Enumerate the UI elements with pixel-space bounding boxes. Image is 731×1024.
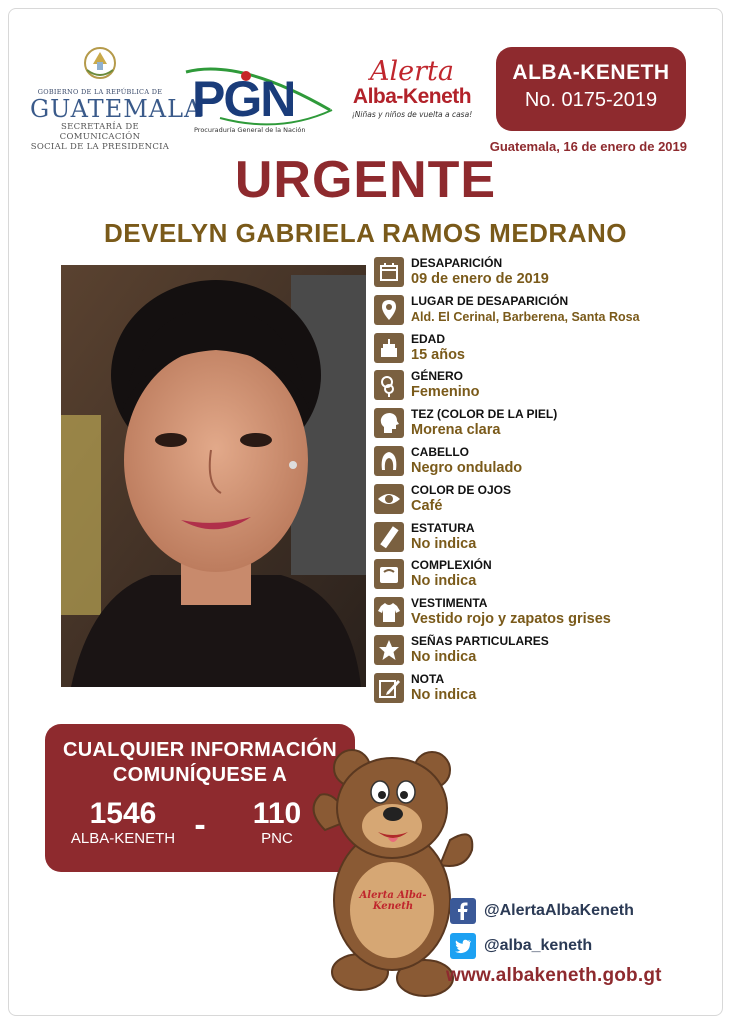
detail-row-vestimenta: [374, 595, 704, 633]
urgent-heading: URGENTE: [234, 151, 497, 209]
detail-row-desaparicion: [374, 255, 704, 293]
detail-label: EDAD: [411, 331, 446, 346]
detail-label: COLOR DE OJOS: [411, 482, 512, 497]
detail-row-estatura: [374, 520, 704, 558]
note-pencil-icon: [374, 673, 404, 703]
gender-icon: [374, 370, 404, 400]
detail-value: Morena clara: [411, 422, 501, 439]
details-list: [374, 255, 704, 709]
alerta-brand: Alba-Keneth: [352, 85, 472, 108]
alerta-alba-keneth-logo: [342, 58, 482, 119]
detail-value: Ald. El Cerinal, Barberena, Santa Rosa: [411, 309, 640, 324]
gt-name: GUATEMALA: [30, 95, 203, 123]
gt-sub-line-1: SECRETARÍA DE COMUNICACIÓN: [59, 122, 141, 142]
missing-person-name: DEVELYN GABRIELA RAMOS MEDRANO: [103, 218, 627, 248]
detail-value: No indica: [411, 686, 477, 703]
phone-label-pnc: PNC: [261, 830, 293, 847]
detail-label: GÉNERO: [411, 369, 464, 384]
guatemala-seal-icon: [79, 44, 121, 82]
detail-row-edad: [374, 331, 704, 369]
detail-row-cabello: [374, 444, 704, 482]
detail-label: CABELLO: [411, 444, 469, 459]
issue-date: Guatemala, 16 de enero de 2019: [489, 139, 687, 154]
location-pin-icon: [374, 295, 404, 325]
detail-value: No indica: [411, 573, 477, 590]
detail-row-genero: [374, 368, 704, 406]
gt-small-text: GOBIERNO DE LA REPÚBLICA DE: [37, 88, 163, 96]
detail-row-senas: [374, 633, 704, 671]
detail-label: LUGAR DE DESAPARICIÓN: [411, 293, 569, 308]
shirt-icon: [374, 597, 404, 627]
phone-number-1546: 1546: [89, 797, 157, 830]
missing-person-photo: [61, 265, 366, 687]
facebook-icon: [450, 898, 476, 924]
detail-value: 15 años: [411, 346, 465, 363]
detail-value: No indica: [411, 535, 477, 552]
pgn-name: PGN: [192, 71, 295, 127]
case-number: No. 0175-2019: [524, 89, 658, 111]
twitter-handle[interactable]: @alba_keneth: [484, 937, 593, 954]
detail-value: 09 de enero de 2019: [411, 271, 549, 287]
detail-value: Femenino: [411, 384, 480, 401]
detail-label: TEZ (COLOR DE LA PIEL): [411, 407, 558, 422]
website-link[interactable]: www.albakeneth.gob.gt: [446, 965, 662, 986]
guatemala-government-logo: [30, 44, 203, 152]
pgn-logo: [180, 60, 340, 140]
detail-label: DESAPARICIÓN: [411, 256, 503, 270]
pgn-subtitle: Procuraduría General de la Nación: [194, 126, 306, 134]
alerta-tagline: ¡Niñas y niños de vuelta a casa!: [351, 110, 473, 119]
bear-mascot-icon: [300, 740, 485, 1000]
detail-label: ESTATURA: [411, 520, 475, 535]
detail-row-complexion: [374, 557, 704, 595]
facebook-handle[interactable]: @AlertaAlbaKeneth: [484, 902, 634, 919]
phone-label-alba-keneth: ALBA-KENETH: [70, 830, 176, 847]
detail-label: COMPLEXIÓN: [411, 558, 492, 573]
case-title: ALBA-KENETH: [512, 61, 670, 84]
info-line-1: CUALQUIER INFORMACIÓN: [62, 739, 338, 761]
detail-label: VESTIMENTA: [411, 596, 488, 611]
case-number-box: [496, 47, 686, 131]
detail-label: SEÑAS PARTICULARES: [411, 633, 549, 648]
alerta-word: Alerta: [370, 56, 454, 87]
eye-icon: [374, 484, 404, 514]
detail-label: NOTA: [411, 671, 445, 686]
gt-sub-line-2: SOCIAL DE LA PRESIDENCIA: [30, 142, 170, 152]
detail-value: Vestido rojo y zapatos grises: [411, 611, 611, 628]
twitter-icon: [450, 933, 476, 959]
scale-icon: [374, 559, 404, 589]
birthday-cake-icon: [374, 333, 404, 363]
detail-value: No indica: [411, 648, 477, 665]
head-silhouette-icon: [374, 408, 404, 438]
detail-row-nota: [374, 671, 704, 709]
info-line-2: COMUNÍQUESE A: [112, 764, 288, 786]
bear-badge: Alerta Alba-Keneth: [359, 890, 427, 912]
phone-number-110: 110: [252, 797, 302, 830]
ruler-icon: [374, 522, 404, 552]
hair-icon: [374, 446, 404, 476]
calendar-icon: [374, 257, 404, 287]
phone-separator: -: [194, 806, 206, 844]
detail-row-ojos: [374, 482, 704, 520]
star-icon: [374, 635, 404, 665]
bear-mascot: [300, 740, 485, 1000]
detail-row-tez: [374, 406, 704, 444]
detail-value: Negro ondulado: [411, 459, 523, 476]
phone-alba-keneth: [63, 798, 183, 848]
detail-value: Café: [411, 497, 443, 514]
detail-row-lugar: [374, 293, 704, 331]
